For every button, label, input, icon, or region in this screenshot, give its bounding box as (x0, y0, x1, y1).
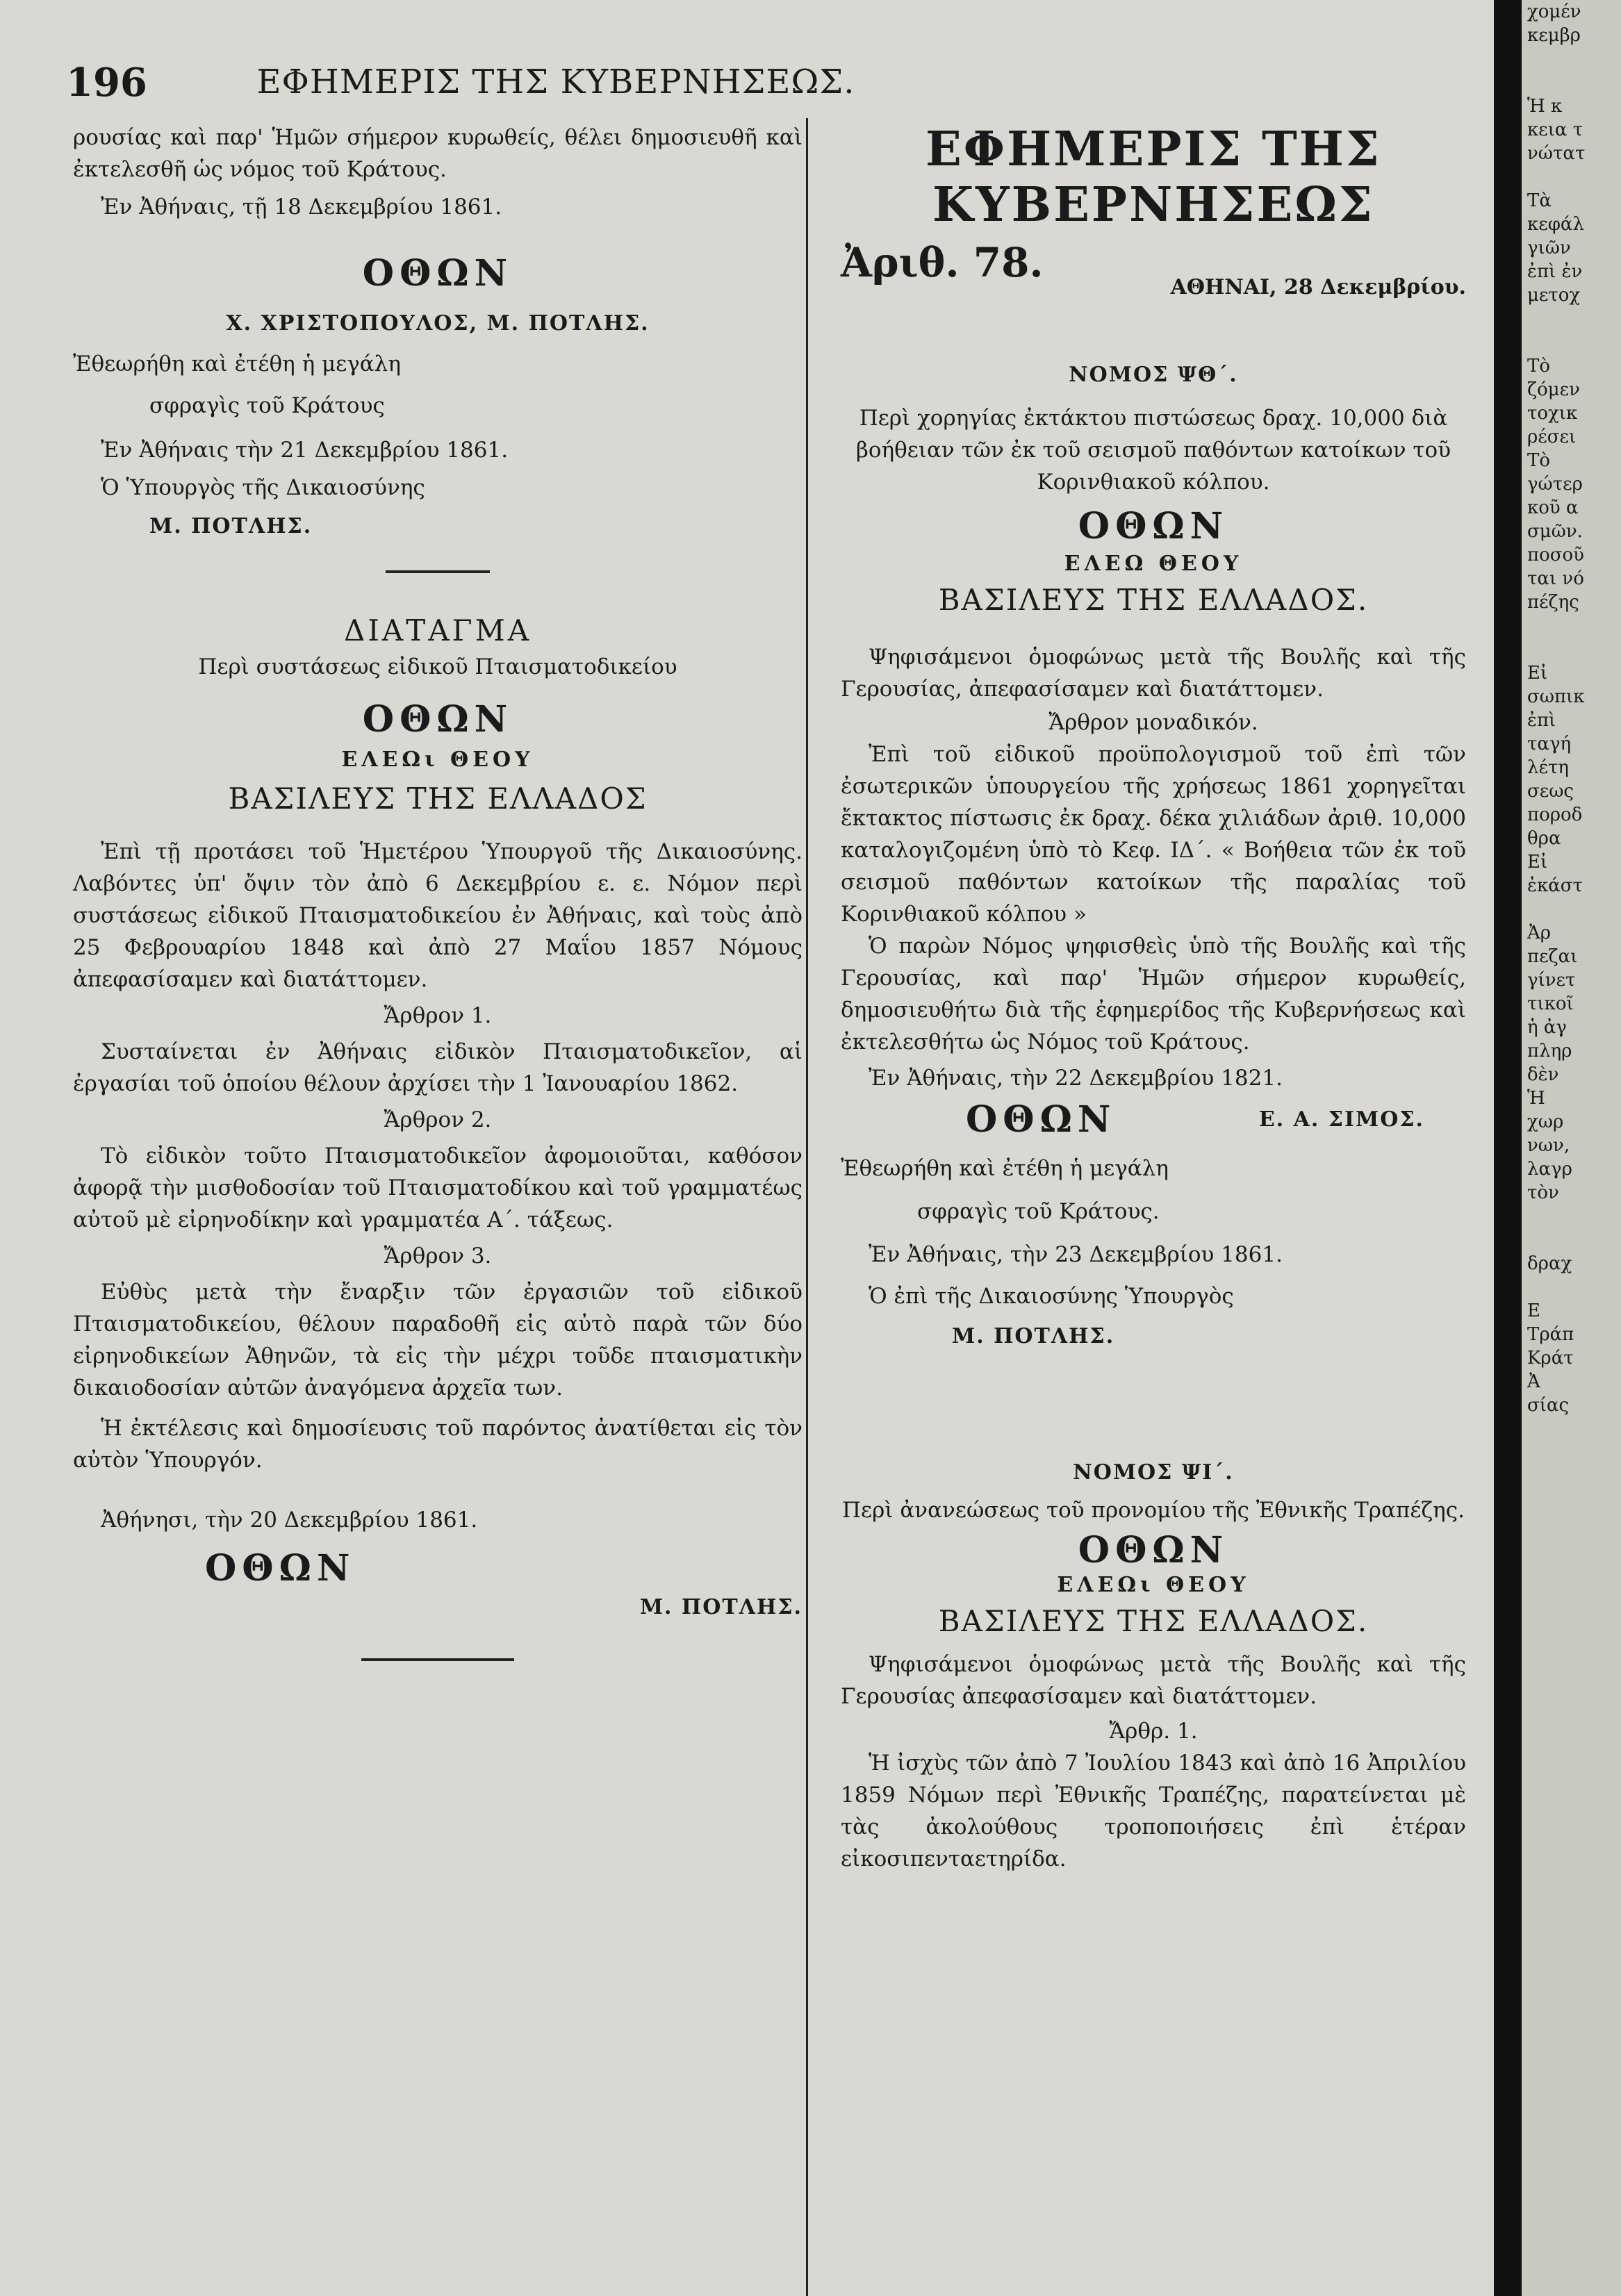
edge-line (1527, 898, 1621, 921)
king-signature-r1: ΟΘΩΝ (966, 1098, 1117, 1141)
edge-line: ἡ ἀγ (1527, 1017, 1567, 1038)
by-grace-of-god-r2: ΕΛΕΩι ΘΕΟΥ (1057, 1573, 1250, 1597)
edge-line (1527, 331, 1621, 354)
article-3-text: Εὐθὺς μετὰ τὴν ἔναρξιν τῶν ἐργασιῶν τοῦ εἰδικοῦ Πταισματοδικείου, θέλουν παραδοθῆ εἰς αὐτὸ παρὰ τῶν δύο εἰρηνοδικείων Ἀθηνῶν, τὰ εἰς τὴν μέχρι τοῦδε πταισματικὴν δικαιοδοσίαν αὐτῶν ἀναγόμενα ἀρχεῖα των. (73, 1280, 803, 1401)
running-title: ΕΦΗΜΕΡΙΣ ΤΗΣ ΚΥΒΕΡΝΗΣΕΩΣ. (256, 63, 855, 101)
seal-note-r-line-1: Ἐθεωρήθη καὶ ἐτέθη ἡ μεγάλη (841, 1156, 1169, 1181)
binding-gutter (1494, 0, 1522, 2296)
single-article-heading: Ἄρθρον μοναδικόν. (1048, 710, 1258, 735)
minister-name-r: Μ. ΠΟΤΛΗΣ. (952, 1324, 1115, 1348)
by-grace-of-god-r1: ΕΛΕΩ ΘΕΟΥ (1064, 552, 1243, 576)
edge-line: δὲν (1527, 1064, 1559, 1085)
edge-line: λέτη (1527, 757, 1569, 778)
edge-line: νώτατ (1527, 143, 1586, 164)
king-of-greece-r1: ΒΑΣΙΛΕΥΣ ΤΗΣ ΕΛΛΑΔΟΣ. (938, 583, 1369, 617)
minister-name: Μ. ΠΟΤΛΗΣ. (149, 514, 313, 538)
edge-line: ποσοῦ (1527, 545, 1584, 565)
article-2-text: Τὸ εἰδικὸν τοῦτο Πταισματοδικεῖον ἀφομοιοῦται, καθόσον ἀφορᾷ τὴν μισθοδοσίαν τοῦ Πταισματοδίκου καὶ τοῦ γραμματέως αὐτοῦ μὲ εἰρηνοδίκην καὶ γραμματέα Α΄. τάξεως. (73, 1143, 803, 1232)
edge-line: νων, (1527, 1135, 1570, 1156)
king-name-r1: ΟΘΩΝ (1078, 505, 1229, 547)
date-line-2: Ἐν Ἀθήναις τὴν 21 Δεκεμβρίου 1861. (101, 438, 509, 463)
edge-line (1527, 71, 1621, 94)
article-1-text: Συσταίνεται ἐν Ἀθήναις εἰδικὸν Πταισματοδικεῖον, αἱ ἐργασίαι τοῦ ὁποίου θέλουν ἀρχίσει τὴν 1 Ἰανουαρίου 1862. (73, 1039, 803, 1096)
edge-line: ρέσει (1527, 427, 1577, 447)
king-name-r2: ΟΘΩΝ (1078, 1529, 1229, 1571)
masthead: ΕΦΗΜΕΡΙΣ ΤΗΣ ΚΥΒΕΡΝΗΣΕΩΣ (925, 122, 1382, 233)
edge-line: σεως (1527, 781, 1574, 802)
edge-line: ται νό (1527, 568, 1584, 589)
publication-clause: Ὁ παρὼν Νόμος ψηφισθεὶς ὑπὸ τῆς Βουλῆς καὶ τῆς Γερουσίας, καὶ παρ' Ἡμῶν σήμερον κυρωθείς, δημοσιευθήτω διὰ τῆς ἐφημερίδος τῆς Κυβερνήσεως καὶ ἐκτελεσθήτω ὡς Νόμος τοῦ Κράτους. (841, 934, 1466, 1055)
law-1-title: ΝΟΜΟΣ ΨΘ΄. (1069, 363, 1238, 387)
article-3-heading: Ἄρθρον 3. (384, 1244, 492, 1269)
edge-line (1527, 638, 1621, 661)
article-2-heading: Ἄρθρον 2. (384, 1107, 492, 1132)
king-name-2: ΟΘΩΝ (362, 698, 513, 741)
edge-line: δραχ (1527, 1253, 1572, 1274)
law-1-subtitle: Περὶ χορηγίας ἐκτάκτου πιστώσεως δραχ. 10,000 διὰ βοήθειαν τῶν ἐκ τοῦ σεισμοῦ παθόντων κατοίκων τοῦ Κορινθιακοῦ κόλπου. (855, 406, 1451, 495)
opening-paragraph: ρουσίας καὶ παρ' Ἡμῶν σήμερον κυρωθείς, θέλει δημοσιευθῆ καὶ ἐκτελεσθῆ ὡς νόμος τοῦ Κράτους. (73, 125, 803, 182)
edge-line: ἐπὶ (1527, 710, 1556, 731)
vote-clause-1: Ψηφισάμενοι ὁμοφώνως μετὰ τῆς Βουλῆς καὶ τῆς Γερουσίας, ἀπεφασίσαμεν καὶ διατάττομεν. (841, 645, 1466, 702)
issue-number: Ἀριθ. 78. (841, 239, 1044, 286)
edge-line: Κράτ (1527, 1348, 1574, 1369)
edge-line: Ε (1527, 1300, 1540, 1321)
edge-line: Τὰ (1527, 190, 1552, 211)
signature-row-r1 (841, 1098, 1466, 1141)
edge-line: γιῶν (1527, 238, 1571, 258)
law-2-article-1-heading: Ἄρθρ. 1. (1109, 1719, 1198, 1744)
edge-line: σμῶν. (1527, 521, 1583, 542)
king-of-greece-r2: ΒΑΣΙΛΕΥΣ ΤΗΣ ΕΛΛΑΔΟΣ. (938, 1604, 1369, 1638)
law-2-title: ΝΟΜΟΣ ΨΙ΄. (1073, 1460, 1234, 1485)
decree-preamble: Ἐπὶ τῇ προτάσει τοῦ Ἡμετέρου Ὑπουργοῦ τῆς Δικαιοσύνης. Λαβόντες ὑπ' ὄψιν τὸν ἀπὸ 6 Δεκεμβρίου ε. ε. Νόμον περὶ συστάσεως εἰδικοῦ Πταισματοδικείου ἐν Ἀθήναις, καὶ τοὺς ἀπὸ 25 Φεβρουαρίου 1848 καὶ ἀπὸ 27 Μαΐου 1857 Νόμους ἀπεφασίσαμεν καὶ διατάττομεν. (73, 839, 803, 992)
date-line-r1: Ἐν Ἀθήναις, τὴν 22 Δεκεμβρίου 1821. (869, 1066, 1283, 1091)
edge-line: πληρ (1527, 1041, 1572, 1062)
king-signature-1: ΟΘΩΝ (362, 252, 513, 295)
end-rule (361, 1658, 514, 1661)
edge-line: θρα (1527, 828, 1561, 849)
edge-line: ταγή (1527, 734, 1572, 754)
seal-note-line-2: σφραγὶς τοῦ Κράτους (149, 393, 385, 418)
edge-line: Ἀρ (1527, 923, 1552, 943)
king-signature-3: ΟΘΩΝ (205, 1547, 356, 1589)
edge-line (1527, 1275, 1621, 1299)
edge-line: Τράπ (1527, 1324, 1574, 1345)
edge-line (1527, 307, 1621, 331)
seal-note-line-1: Ἐθεωρήθη καὶ ἐτέθη ἡ μεγάλη (73, 352, 401, 377)
edge-line: τὸν (1527, 1182, 1559, 1203)
edge-line: πεζαι (1527, 946, 1578, 967)
column-divider (806, 118, 808, 2296)
edge-line: τικοῖ (1527, 993, 1574, 1014)
edge-line: κεια τ (1527, 119, 1583, 140)
page-number: 196 (66, 60, 147, 106)
edge-line (1527, 1228, 1621, 1252)
edge-line: σίας (1527, 1395, 1570, 1416)
edge-line (1527, 165, 1621, 189)
right-column (841, 122, 1466, 1875)
edge-line: Τὸ (1527, 356, 1550, 377)
vote-clause-2: Ψηφισάμενοι ὁμοφώνως μετὰ τῆς Βουλῆς καὶ τῆς Γερουσίας ἀπεφασίσαμεν καὶ διατάττομεν. (841, 1652, 1466, 1709)
minister-signatures-1: Χ. ΧΡΙΣΤΟΠΟΥΛΟΣ, Μ. ΠΟΤΛΗΣ. (226, 311, 650, 336)
edge-line: Ἡ κ (1527, 96, 1563, 117)
by-grace-of-god-1: ΕΛΕΩι ΘΕΟΥ (341, 748, 534, 772)
decree-title: ΔΙΑΤΑΓΜΑ (343, 613, 532, 647)
edge-line: σωπικ (1527, 686, 1585, 707)
article-1-heading: Ἄρθρον 1. (384, 1003, 492, 1028)
minister-title-r: Ὁ ἐπὶ τῆς Δικαιοσύνης Ὑπουργὸς (869, 1284, 1234, 1309)
date-line-1: Ἐν Ἀθήναις, τῇ 18 Δεκεμβρίου 1861. (101, 195, 502, 220)
edge-line: ἐκάστ (1527, 875, 1583, 896)
decree-subtitle: Περὶ συστάσεως εἰδικοῦ Πταισματοδικείου (198, 654, 677, 679)
edge-line (1527, 614, 1621, 638)
edge-line: κεφάλ (1527, 214, 1584, 235)
edge-line: Εἰ (1527, 663, 1548, 684)
date-line-r2: Ἐν Ἀθήναις, τὴν 23 Δεκεμβρίου 1861. (869, 1242, 1283, 1267)
adjacent-page-edge (1522, 0, 1621, 2296)
edge-line: γώτερ (1527, 474, 1583, 495)
section-rule (386, 570, 490, 573)
edge-line: γίνετ (1527, 970, 1576, 991)
left-column (73, 122, 803, 1674)
edge-line (1527, 1205, 1621, 1228)
edge-line: κοῦ α (1527, 497, 1579, 518)
minister-title: Ὁ Ὑπουργὸς τῆς Δικαιοσύνης (101, 475, 425, 500)
king-of-greece-1: ΒΑΣΙΛΕΥΣ ΤΗΣ ΕΛΛΑΔΟΣ (228, 782, 648, 816)
edge-line: Ἀ (1527, 1371, 1540, 1392)
edge-line: χομέν (1527, 1, 1581, 22)
edge-line: πέζης (1527, 592, 1579, 613)
edge-line: μετοχ (1527, 285, 1581, 306)
edge-line: Εἰ (1527, 852, 1548, 873)
edge-line: κεμβρ (1527, 25, 1581, 46)
seal-note-r-line-2: σφραγὶς τοῦ Κράτους. (917, 1199, 1160, 1224)
edge-line: ποροδ (1527, 804, 1583, 825)
edge-line: χωρ (1527, 1112, 1564, 1132)
execution-clause: Ἡ ἐκτέλεσις καὶ δημοσίευσις τοῦ παρόντος ἀνατίθεται εἰς τὸν αὐτὸν Ὑπουργόν. (73, 1416, 803, 1473)
edge-line: ζόμεν (1527, 379, 1580, 400)
edge-line: Ἡ (1527, 1088, 1545, 1109)
minister-signature-3: Μ. ΠΟΤΛΗΣ. (639, 1595, 803, 1619)
law-2-subtitle: Περὶ ἀνανεώσεως τοῦ προνομίου τῆς Ἐθνικῆς Τραπέζης. (842, 1498, 1465, 1523)
edge-line (1527, 47, 1621, 71)
edge-line: Τὸ (1527, 450, 1550, 471)
date-line-3: Ἀθήνησι, τὴν 20 Δεκεμβρίου 1861. (101, 1508, 478, 1533)
law-2-article-1-text: Ἡ ἰσχὺς τῶν ἀπὸ 7 Ἰουλίου 1843 καὶ ἀπὸ 16 Ἀπριλίου 1859 Νόμων περὶ Ἐθνικῆς Τραπέζης, παρατείνεται μὲ τὰς ἀκολούθους τροποποιήσεις ἐπὶ ἑτέραν εἰκοσιπενταετηρίδα. (841, 1751, 1466, 1872)
edge-line: τοχικ (1527, 403, 1578, 424)
single-article-text: Ἐπὶ τοῦ εἰδικοῦ προϋπολογισμοῦ τοῦ ἐπὶ τῶν ἐσωτερικῶν ὑπουργείου τῆς χρήσεως 1861 χορηγεῖται ἔκτακτος πίστωσις ἐκ δραχ. δέκα χιλιάδων ἀριθ. 10,000 καταλογιζομένη ὑπὸ τὸ Κεφ. ΙΔ΄. « Βοήθεια τῶν ἐκ τοῦ σεισμοῦ παθόντων κατοίκων τῆς παραλίας τοῦ Κορινθιακοῦ κόλπου » (841, 742, 1466, 927)
issue-dateline: ΑΘΗΝΑΙ, 28 Δεκεμβρίου. (1170, 275, 1466, 299)
edge-line: ἐπὶ ἐν (1527, 261, 1583, 282)
edge-line: λαγρ (1527, 1159, 1572, 1180)
minister-signature-r1: Ε. Α. ΣΙΜΟΣ. (1258, 1107, 1424, 1132)
